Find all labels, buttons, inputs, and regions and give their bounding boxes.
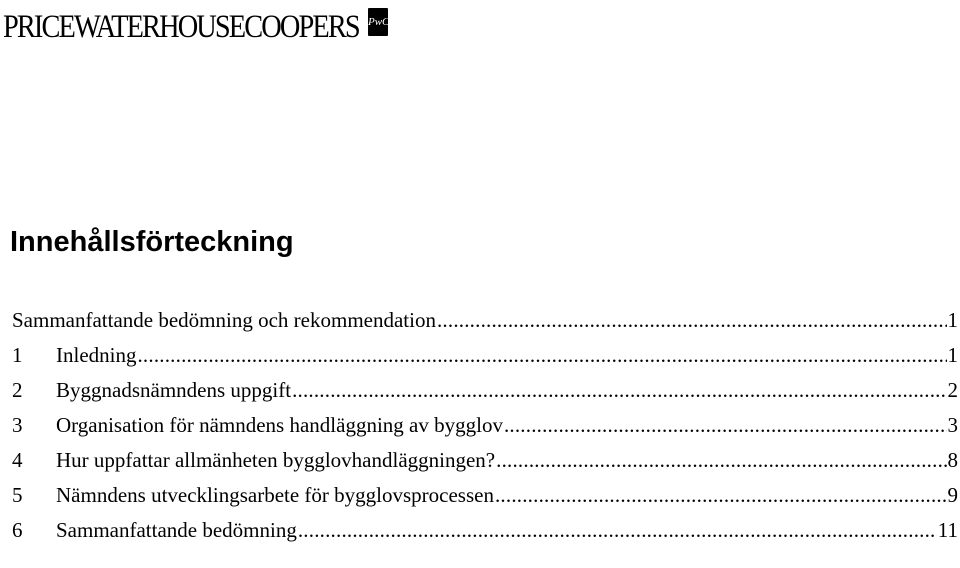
toc-entry-page: 2 — [947, 378, 958, 402]
toc-list — [12, 303, 958, 548]
toc-leader-dots — [496, 443, 946, 478]
toc-entry-page: 1 — [947, 308, 958, 332]
toc-entry-number: 4 — [12, 448, 23, 472]
toc-entry-page: 9 — [947, 483, 958, 507]
toc-entry-6[interactable] — [12, 513, 958, 548]
toc-leader-dots — [504, 408, 947, 443]
logo-wordmark: PRICEWATERHOUSECOOPERS — [3, 9, 359, 45]
toc-entry-3[interactable] — [12, 408, 958, 443]
toc-entry-page: 11 — [937, 518, 958, 542]
toc-entry-label: Sammanfattande bedömning och rekommendation — [12, 308, 436, 332]
toc-entry-5[interactable] — [12, 478, 958, 513]
toc-entry-number: 3 — [12, 413, 23, 437]
pwc-logo — [3, 4, 417, 50]
toc-leader-dots — [495, 478, 947, 513]
toc-leader-dots — [292, 373, 946, 408]
toc-entry-number: 2 — [12, 378, 23, 402]
toc-entry-page: 3 — [947, 413, 958, 437]
logo-seal-icon: PwC — [368, 8, 388, 36]
toc-entry-summary[interactable] — [12, 303, 958, 338]
toc-entry-page: 8 — [947, 448, 958, 472]
toc-entry-number: 6 — [12, 518, 23, 542]
toc-entry-label: Inledning — [56, 343, 137, 367]
toc-entry-2[interactable] — [12, 373, 958, 408]
toc-leader-dots — [298, 513, 937, 548]
toc-entry-label: Hur uppfattar allmänheten bygglovhandläggningen? — [56, 448, 496, 472]
toc-entry-label: Sammanfattande bedömning — [56, 518, 297, 542]
toc-entry-4[interactable] — [12, 443, 958, 478]
toc-entry-label: Byggnadsnämndens uppgift — [56, 378, 292, 402]
toc-entry-number: 5 — [12, 483, 23, 507]
toc-leader-dots — [137, 338, 946, 373]
toc-leader-dots — [437, 303, 947, 338]
toc-entry-label: Nämndens utvecklingsarbete för bygglovsprocessen — [56, 483, 494, 507]
toc-entry-page: 1 — [947, 343, 958, 367]
toc-title: Innehållsförteckning — [10, 226, 294, 258]
toc-entry-1[interactable] — [12, 338, 958, 373]
toc-entry-label: Organisation för nämndens handläggning av bygglov — [56, 413, 503, 437]
toc-entry-number: 1 — [12, 343, 23, 367]
